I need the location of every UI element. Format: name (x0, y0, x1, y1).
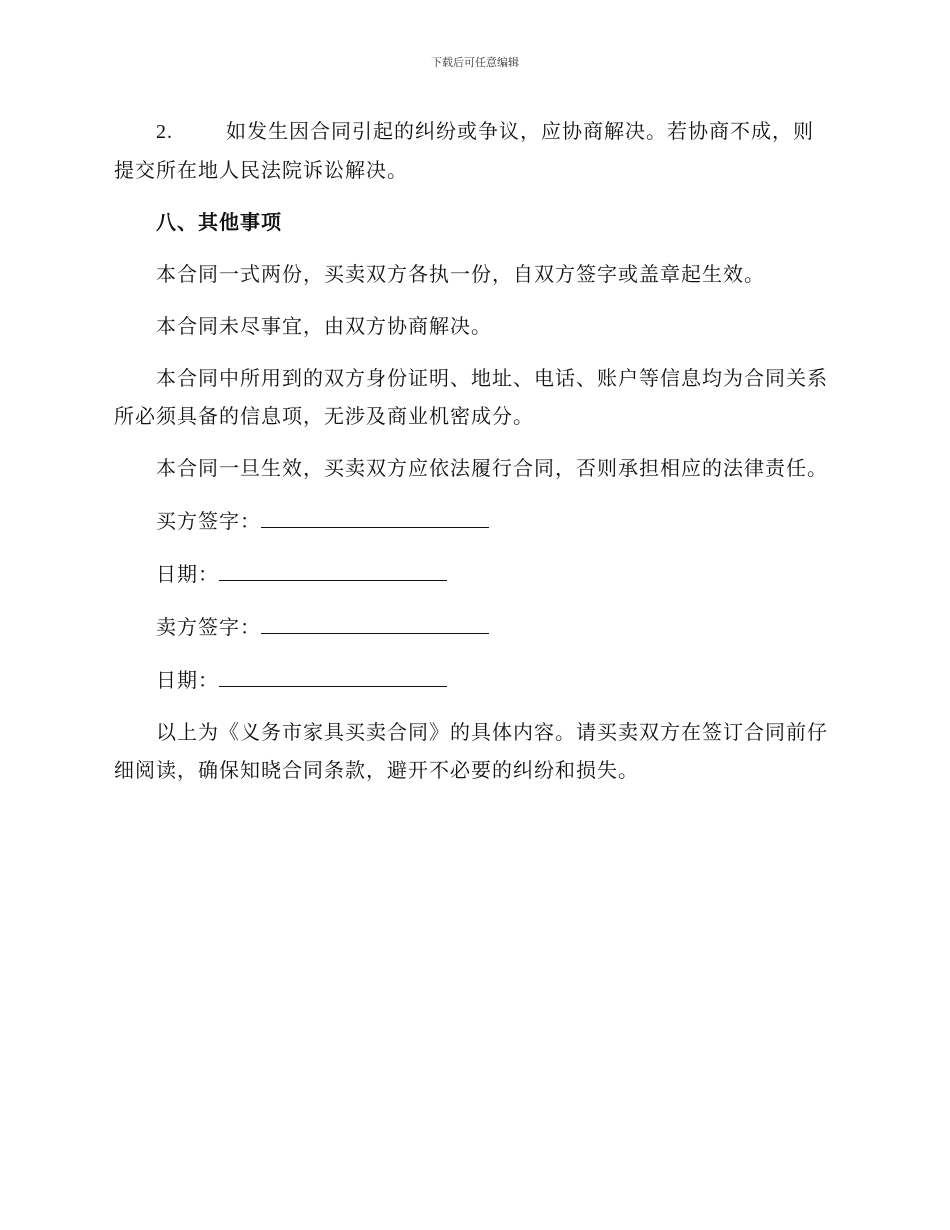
buyer-signature-label: 买方签字： (156, 509, 261, 533)
seller-signature-row (114, 607, 832, 646)
page-header: 下载后可任意编辑 (431, 56, 519, 69)
seller-signature-label: 卖方签字： (156, 615, 261, 639)
closing-paragraph: 以上为《义务市家具买卖合同》的具体内容。请买卖双方在签订合同前仔细阅读，确保知晓合同条款，避开不必要的纠纷和损失。 (114, 720, 828, 782)
section-title: 八、其他事项 (156, 210, 282, 234)
seller-date-line (219, 660, 447, 687)
buyer-date-row (114, 554, 832, 593)
seller-date-label: 日期： (156, 668, 219, 692)
seller-signature-line (261, 607, 489, 634)
clause-2 (114, 112, 832, 189)
clause-text: 如发生因合同引起的纠纷或争议，应协商解决。若协商不成，则提交所在地人民法院诉讼解决。 (114, 119, 814, 182)
buyer-date-line (219, 554, 447, 581)
buyer-signature-row (114, 501, 832, 540)
paragraph-information: 本合同中所用到的双方身份证明、地址、电话、账户等信息均为合同关系所必须具备的信息项，无涉及商业机密成分。 (114, 366, 828, 428)
clause-number: 2. (156, 121, 173, 143)
buyer-signature-line (261, 501, 489, 528)
document-body (114, 112, 832, 803)
paragraph-unresolved: 本合同未尽事宜，由双方协商解决。 (156, 314, 492, 338)
paragraph-copies: 本合同一式两份，买卖双方各执一份，自双方签字或盖章起生效。 (156, 262, 765, 286)
paragraph-effectiveness: 本合同一旦生效，买卖双方应依法履行合同，否则承担相应的法律责任。 (156, 456, 828, 480)
buyer-date-label: 日期： (156, 562, 219, 586)
seller-date-row (114, 660, 832, 699)
